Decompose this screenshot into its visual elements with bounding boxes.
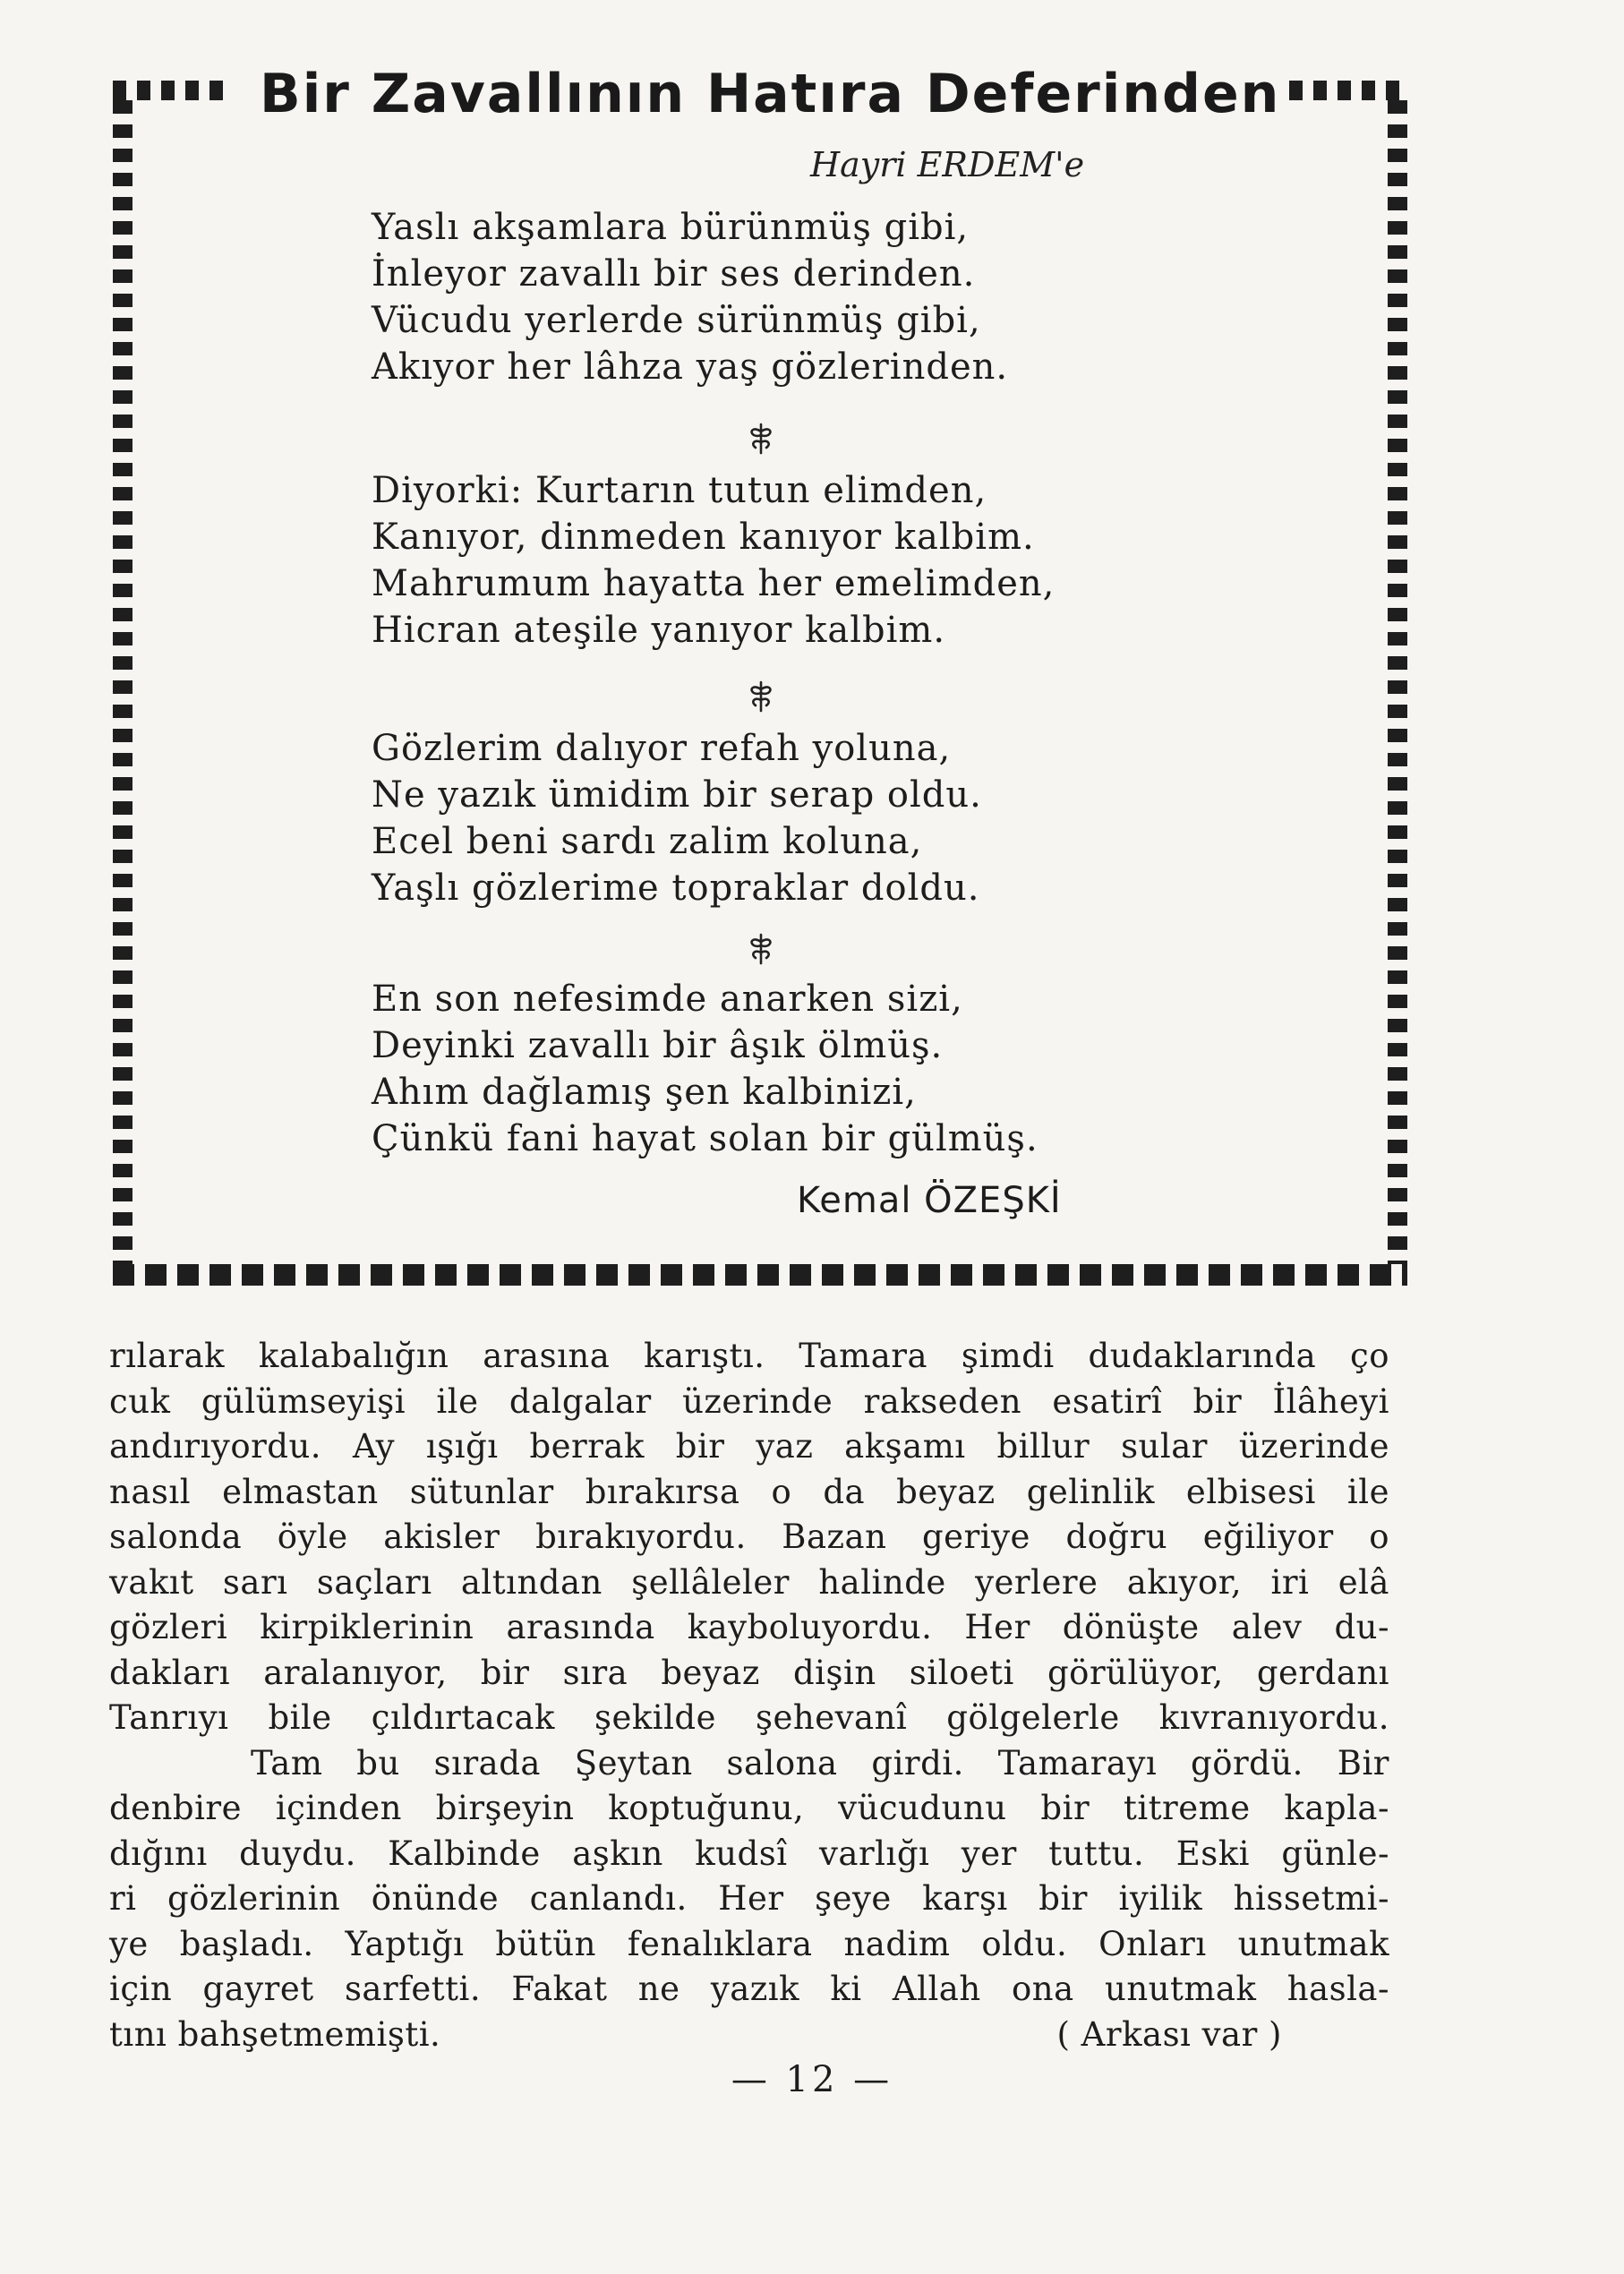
verse: Çünkü fani hayat solan bir gülmüş.: [372, 1118, 1039, 1159]
verse: Vücudu yerlerde sürünmüş gibi,: [372, 300, 981, 341]
prose-last-line: [109, 2013, 1389, 2058]
prose-line: andırıyordu. Ay ışığı berrak bir yaz akşamı billur sular üzerinde: [109, 1427, 1389, 1466]
floral-ornament-icon: [743, 421, 779, 457]
prose-line: nasıl elmastan sütunlar bırakırsa o da beyaz gelinlik elbisesi ile: [109, 1472, 1389, 1511]
poet-signature: Kemal ÖZEŞKİ: [797, 1180, 1062, 1221]
prose-line: denbire içinden birşeyin koptuğunu, vücudunu bir titreme kapla-: [109, 1789, 1389, 1827]
poem-title: Bir Zavallının Hatıra Deferinden: [260, 63, 1281, 125]
continued-note: ( Arkası var ): [1056, 2014, 1282, 2054]
verse: Deyinki zavallı bir âşık ölmüş.: [372, 1025, 944, 1066]
verse: Ne yazık ümidim bir serap oldu.: [372, 774, 982, 816]
prose-last-line-text: tını bahşetmemişti.: [109, 2014, 441, 2054]
verse: Yaslı akşamlara bürünmüş gibi,: [372, 207, 970, 248]
verse: Akıyor her lâhza yaş gözlerinden.: [372, 346, 1009, 388]
prose-line: vakıt sarı saçları altından şellâleler halinde yerlere akıyor, iri elâ: [109, 1562, 1389, 1602]
verse: Kanıyor, dinmeden kanıyor kalbim.: [372, 517, 1035, 558]
poem-dedication: Hayri ERDEM'e: [810, 145, 1085, 184]
prose-line: dığını duydu. Kalbinde aşkın kudsî varlığı yer tuttu. Eski günle-: [109, 1834, 1389, 1873]
verse: İnleyor zavallı bir ses derinden.: [372, 253, 976, 295]
verse: En son nefesimde anarken sizi,: [372, 979, 963, 1020]
prose-line: Tam bu sırada Şeytan salona girdi. Tamarayı gördü. Bir: [251, 1743, 1389, 1782]
stanza-4: [372, 976, 1177, 1162]
floral-ornament-icon: [743, 679, 779, 714]
stanza-2: [372, 467, 1177, 654]
floral-ornament-icon: [743, 931, 779, 967]
verse: Gözlerim dalıyor refah yoluna,: [372, 728, 952, 769]
frame-border-bottom: [113, 1264, 1407, 1286]
prose-line: gözleri kirpiklerinin arasında kayboluyordu. Her dönüşte alev du-: [109, 1608, 1389, 1646]
verse: Ahım dağlamış şen kalbinizi,: [372, 1072, 917, 1113]
prose-line: ri gözlerinin önünde canlandı. Her şeye karşı bir iyilik hissetmi-: [109, 1879, 1389, 1918]
verse: Ecel beni sardı zalim koluna,: [372, 821, 923, 862]
stanza-3: [372, 725, 1177, 911]
prose-line: için gayret sarfetti. Fakat ne yazık ki Allah ona unutmak hasla-: [109, 1970, 1389, 2008]
verse: Diyorki: Kurtarın tutun elimden,: [372, 470, 987, 511]
prose-line: dakları aralanıyor, bir sıra beyaz dişin siloeti görülüyor, gerdanı: [109, 1653, 1389, 1692]
prose-body: [109, 1334, 1389, 2057]
frame-border-left: [113, 100, 132, 1264]
frame-border-top-right: [1289, 81, 1407, 100]
prose-line: ye başladı. Yaptığı bütün fenalıklara nadim oldu. Onları unutmak: [109, 1924, 1389, 1963]
frame-border-top-left: [113, 81, 229, 100]
prose-line: rılarak kalabalığın arasına karıştı. Tamara şimdi dudaklarında ço: [109, 1337, 1389, 1375]
page-number: — 12 —: [731, 2059, 893, 2100]
frame-border-right: [1388, 100, 1407, 1264]
prose-line: Tanrıyı bile çıldırtacak şekilde şehevanî gölgelerle kıvranıyordu.: [109, 1698, 1389, 1737]
verse: Yaşlı gözlerime topraklar doldu.: [372, 868, 980, 909]
verse: Hicran ateşile yanıyor kalbim.: [372, 610, 946, 651]
prose-line: cuk gülümseyişi ile dalgalar üzerinde rakseden esatirî bir İlâheyi: [109, 1381, 1389, 1421]
prose-line: salonda öyle akisler bırakıyordu. Bazan geriye doğru eğiliyor o: [109, 1517, 1389, 1556]
verse: Mahrumum hayatta her emelimden,: [372, 563, 1056, 604]
stanza-1: [372, 204, 1177, 390]
